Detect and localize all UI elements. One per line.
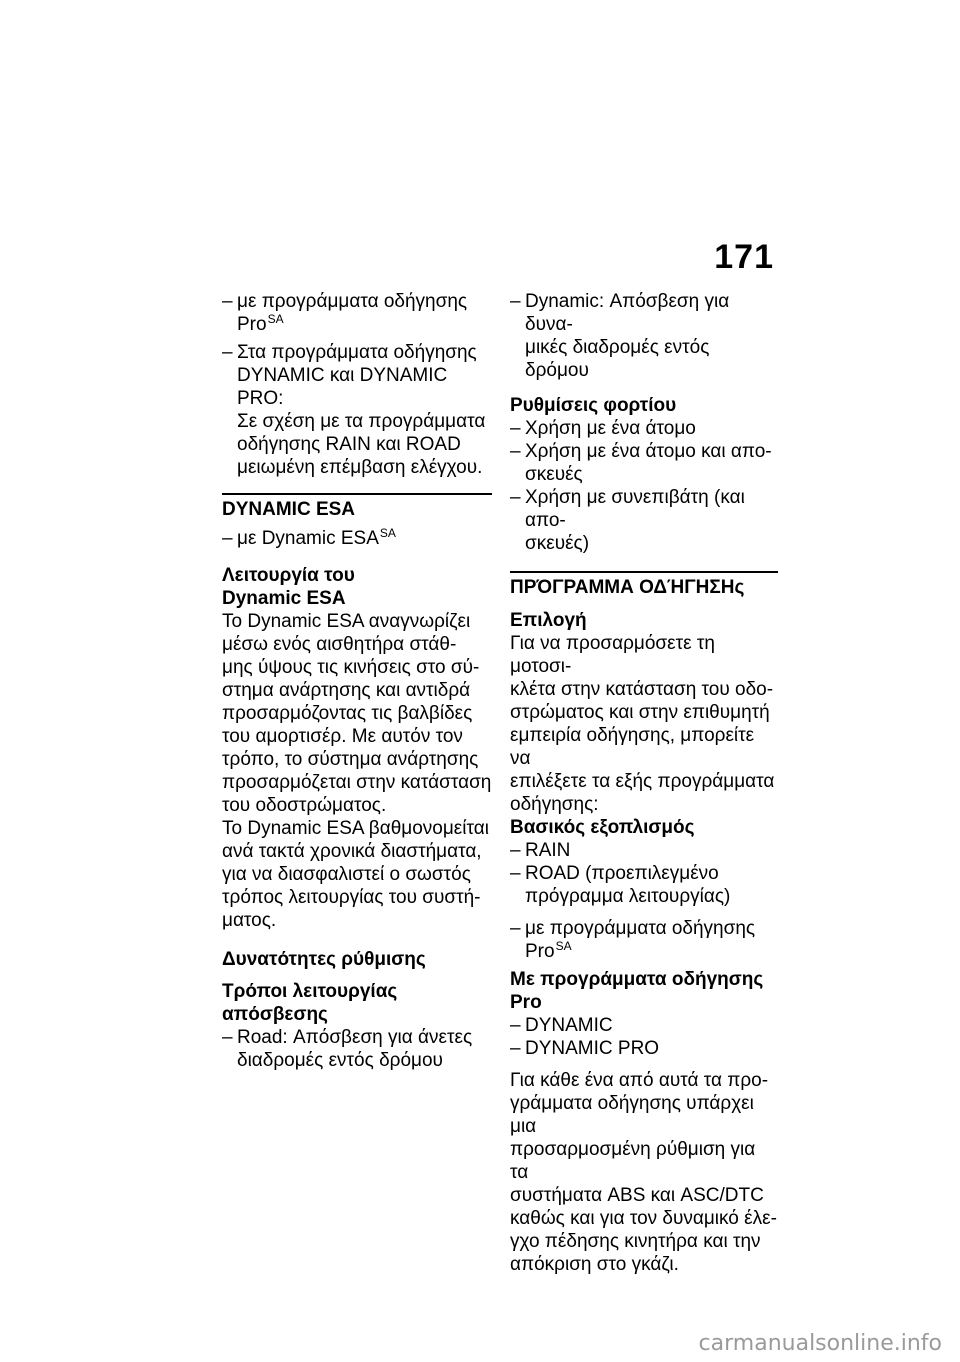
list-item-text: Pro$^{SA}$ [525,938,572,962]
list-item-text: Χρήση με ένα άτομο [525,418,696,439]
paragraph-selection: Για να προσαρμόσετε τη μοτοσι- κλέτα στην κατάσταση του οδο- στρώματος και στην επιθυμητή εμπειρία οδήγησης, μπορείτε να επιλέξετε τα εξής προγράμματα οδήγησης: [510,633,775,815]
list-item [510,839,778,862]
list-item [510,417,778,440]
list-item-text: μειωμένη επέμβαση ελέγχου. [237,457,483,478]
list-item-text: σκευές) [525,533,590,554]
list-item [222,1026,492,1072]
list-dash: – [510,1015,521,1036]
section-title: DYNAMIC ESA [222,499,356,520]
list-item-text: Road: Απόσβεση για άνετες [237,1027,473,1048]
subheading-load: Ρυθμίσεις φορτίου [510,395,677,416]
list-item-text: DYNAMIC [525,1015,613,1036]
list-dash: – [510,840,521,861]
subheading-basic-equipment: Βασικός εξοπλισμός [510,817,695,838]
list-dash: – [510,863,521,884]
list-item-text: διαδρομές εντός δρόμου [237,1050,443,1071]
list-item-text: RAIN [525,840,571,861]
list-dash: – [222,291,233,312]
list-item-text: οδήγησης RAIN και ROAD [237,434,461,455]
list-item [510,1014,778,1037]
subheading-selection: Επιλογή [510,610,587,631]
list-item-text: με προγράμματα οδήγησης [237,291,468,312]
list-dash: – [510,441,521,462]
list-item-text: μικές διαδρομές εντός δρόμου [525,337,710,381]
list-dash: – [510,918,521,939]
list-dash: – [222,528,233,549]
subheading-pro-programs: Με προγράμματα οδήγησης Pro [510,969,764,1013]
list-item-text: Χρήση με ένα άτομο και απο- [525,441,772,462]
list-item [222,290,492,336]
list-item [510,862,778,908]
list-dash: – [222,1027,233,1048]
sa-superscript: SA [267,311,284,326]
section-title: ΠΡΌΓΡΑΜΜΑ ΟΔΉΓΗΣΗς [510,577,745,598]
list-item-text: πρόγραμμα λειτουργίας) [525,886,731,907]
list-item-text: με προγράμματα οδήγησης [525,918,756,939]
list-item-text: Χρήση με συνεπιβάτη (και απο- [525,487,745,531]
paragraph-function: Το Dynamic ESA αναγνωρίζει μέσω ενός αισθητήρα στάθ- μης ύψους τις κινήσεις στο σύ- στημα ανάρτησης και αντιδρά προσαρμόζοντας τις βαλβίδες του αμορτισέρ. Με αυτόν τον τρόπο, το σύστημα ανάρτησης προσαρμόζεται στην κατάσταση του οδοστρώματος. [222,611,492,816]
list-dash: – [222,342,233,363]
subheading-options: Δυνατότητες ρύθμισης [222,949,426,970]
list-item-text: ROAD (προεπιλεγμένο [525,863,719,884]
list-item-text: με Dynamic $ESA^{SA}$ [237,525,396,549]
left-column [222,290,492,1072]
right-column [510,290,778,1276]
section-heading-dynamic-esa [222,493,492,522]
sa-superscript: SA [555,938,572,953]
list-item [510,290,778,382]
list-dash: – [510,1038,521,1059]
list-item-text: Pro$^{SA}$ [237,311,284,335]
list-item-text: Dynamic: Απόσβεση για δυνα- [525,291,730,335]
list-item [510,1037,778,1060]
list-item-text: DYNAMIC PRO [525,1038,660,1059]
list-item-text: σκευές [525,464,583,485]
list-item-text: DYNAMIC και DYNAMIC PRO: [237,365,448,409]
page-number: 171 [714,238,774,276]
paragraph-calibration: Το Dynamic ESA βαθμονομείται ανά τακτά χρονικά διαστήματα, για να διασφαλιστεί ο σωστός τρόπος λειτουργίας του συστή- ματος. [222,818,489,931]
list-item-text: Σε σχέση με τα προγράμματα [237,411,486,432]
sa-superscript: SA [379,525,396,540]
list-item-text: Στα προγράμματα οδήγησης [237,342,477,363]
list-item [222,341,492,479]
list-item [510,486,778,555]
list-dash: – [510,418,521,439]
list-dash: – [510,487,521,508]
list-dash: – [510,291,521,312]
section-heading-riding-programs [510,571,778,600]
list-item [510,917,778,963]
paragraph-settings: Για κάθε ένα από αυτά τα προ- γράμματα οδήγησης υπάρχει μια προσαρμοσμένη ρύθμιση για τα συστήματα ABS και ASC/DTC καθώς και για τον δυναμικό έλε- γχο πέδησης κινητήρα και την απόκριση στο γκάζι. [510,1070,777,1275]
list-item [510,440,778,486]
subheading-function: Λειτουργία του Dynamic ESA [222,565,355,609]
subheading-damping: Τρόποι λειτουργίας απόσβεσης [222,981,398,1025]
list-item [222,527,492,550]
watermark: carmanualsonline.info [698,1331,942,1356]
